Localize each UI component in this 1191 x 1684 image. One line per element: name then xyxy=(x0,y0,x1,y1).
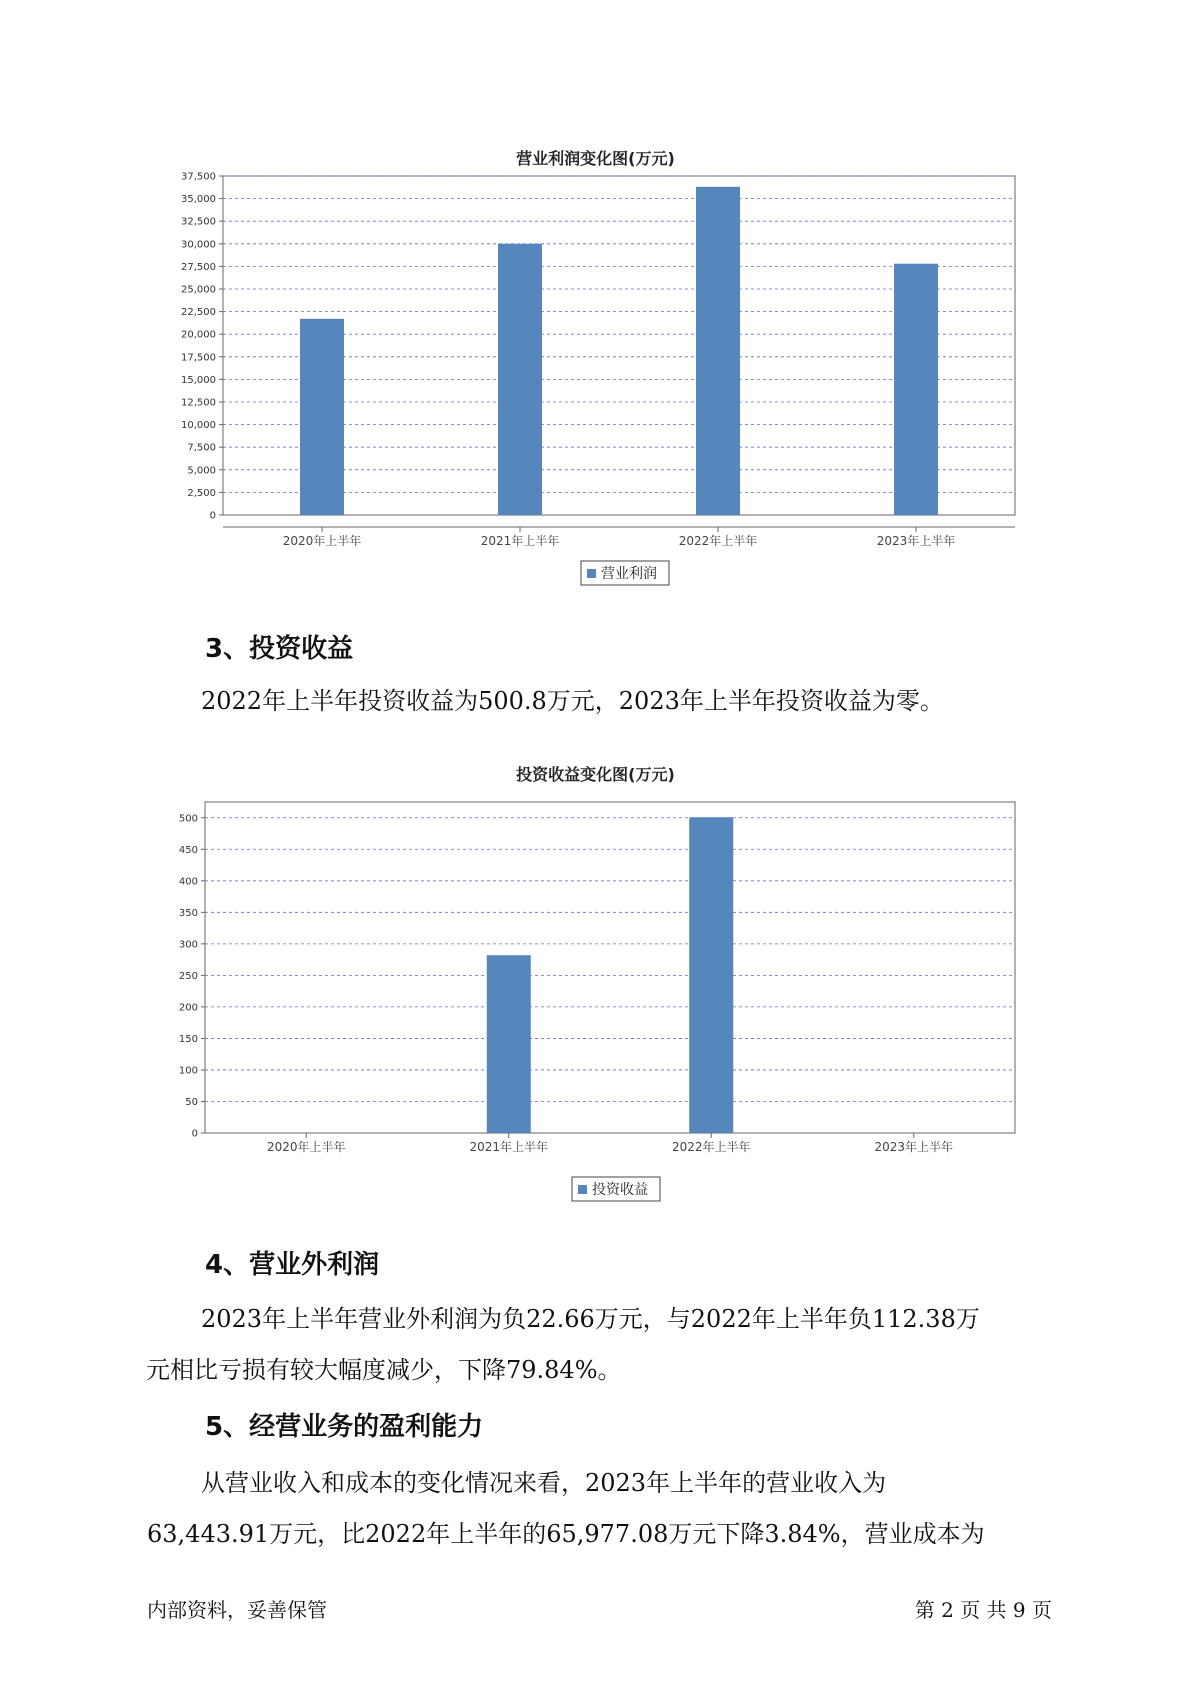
chart2-xtick-label: 2021年上半年 xyxy=(469,1140,549,1154)
chart1-bar-2022年上半年 xyxy=(696,187,740,515)
chart2-ytick-label: 150 xyxy=(178,1033,198,1045)
footer-confidential-note: 内部资料，妥善保管 xyxy=(147,1598,327,1622)
chart1-ytick-label: 2,500 xyxy=(187,487,216,499)
section-4-heading: 4、营业外利润 xyxy=(205,1250,380,1280)
chart2-plot-frame xyxy=(205,802,1015,1133)
chart2-ytick-label: 200 xyxy=(178,1002,198,1014)
chart2-bar-2021年上半年 xyxy=(487,955,531,1133)
chart1-xtick-label: 2022年上半年 xyxy=(678,534,758,548)
section-4-line1: 2023年上半年营业外利润为负22.66万元，与2022年上半年负112.38万 xyxy=(201,1305,980,1333)
section-3-text: 2022年上半年投资收益为500.8万元，2023年上半年投资收益为零。 xyxy=(201,687,944,715)
chart1-ytick-label: 7,500 xyxy=(187,442,216,454)
chart1-ytick-label: 25,000 xyxy=(181,284,216,296)
chart1-ytick-label: 32,500 xyxy=(181,216,216,228)
chart2-ytick-label: 0 xyxy=(191,1128,198,1140)
chart2-bar-2022年上半年 xyxy=(689,817,733,1133)
chart1-ytick-label: 27,500 xyxy=(181,261,216,273)
chart2-ytick-label: 500 xyxy=(178,813,198,825)
chart1-xtick-label: 2023年上半年 xyxy=(876,534,956,548)
investment-income-chart xyxy=(0,786,1191,1206)
chart1-ytick-label: 0 xyxy=(209,510,216,522)
section-4-paragraph xyxy=(147,1294,1067,1396)
chart1-ytick-label: 20,000 xyxy=(181,329,216,341)
chart1-xtick-label: 2021年上半年 xyxy=(480,534,560,548)
chart2-legend-label: 投资收益 xyxy=(592,1182,648,1198)
chart2-ytick-label: 400 xyxy=(178,876,198,888)
chart1-bar-2021年上半年 xyxy=(498,244,542,515)
chart1-ytick-label: 22,500 xyxy=(181,307,216,319)
chart2-xtick-label: 2023年上半年 xyxy=(874,1140,954,1154)
chart2-ytick-label: 350 xyxy=(178,907,198,919)
chart1-xtick-label: 2020年上半年 xyxy=(282,534,362,548)
chart2-ytick-label: 250 xyxy=(178,970,198,982)
chart1-ytick-label: 35,000 xyxy=(181,194,216,206)
chart1-bar-2023年上半年 xyxy=(894,264,938,515)
chart2-ytick-label: 50 xyxy=(185,1096,198,1108)
chart1-bar-2020年上半年 xyxy=(300,319,344,515)
chart1-ytick-label: 30,000 xyxy=(181,239,216,251)
section-5-paragraph xyxy=(147,1458,1067,1560)
chart2-legend-swatch xyxy=(578,1185,587,1194)
chart1-ytick-label: 12,500 xyxy=(181,397,216,409)
chart2-ytick-label: 100 xyxy=(178,1065,198,1077)
section-5-heading: 5、经营业务的盈利能力 xyxy=(205,1412,484,1442)
chart1-legend-swatch xyxy=(587,569,596,578)
chart2-ytick-label: 300 xyxy=(178,939,198,951)
chart1-ytick-label: 37,500 xyxy=(181,171,216,183)
section-3-paragraph xyxy=(147,676,1067,727)
chart2-xtick-label: 2020年上半年 xyxy=(266,1140,346,1154)
chart2-title: 投资收益变化图(万元) xyxy=(516,765,675,784)
chart2-xtick-label: 2022年上半年 xyxy=(671,1140,751,1154)
section-3-heading: 3、投资收益 xyxy=(205,634,354,664)
operating-profit-chart xyxy=(0,170,1191,590)
chart1-legend-label: 营业利润 xyxy=(601,566,657,582)
section-5-line2: 63,443.91万元，比2022年上半年的65,977.08万元下降3.84%，营业成本为 xyxy=(147,1520,985,1548)
chart1-ytick-label: 5,000 xyxy=(187,465,216,477)
chart1-ytick-label: 15,000 xyxy=(181,374,216,386)
section-5-line1: 从营业收入和成本的变化情况来看，2023年上半年的营业收入为 xyxy=(201,1469,887,1497)
section-4-line2: 元相比亏损有较大幅度减少，下降79.84%。 xyxy=(146,1356,622,1384)
chart1-title: 营业利润变化图(万元) xyxy=(516,149,675,168)
chart2-ytick-label: 450 xyxy=(178,844,198,856)
chart1-ytick-label: 17,500 xyxy=(181,352,216,364)
chart1-ytick-label: 10,000 xyxy=(181,420,216,432)
footer-page-number: 第 2 页 共 9 页 xyxy=(914,1598,1052,1622)
